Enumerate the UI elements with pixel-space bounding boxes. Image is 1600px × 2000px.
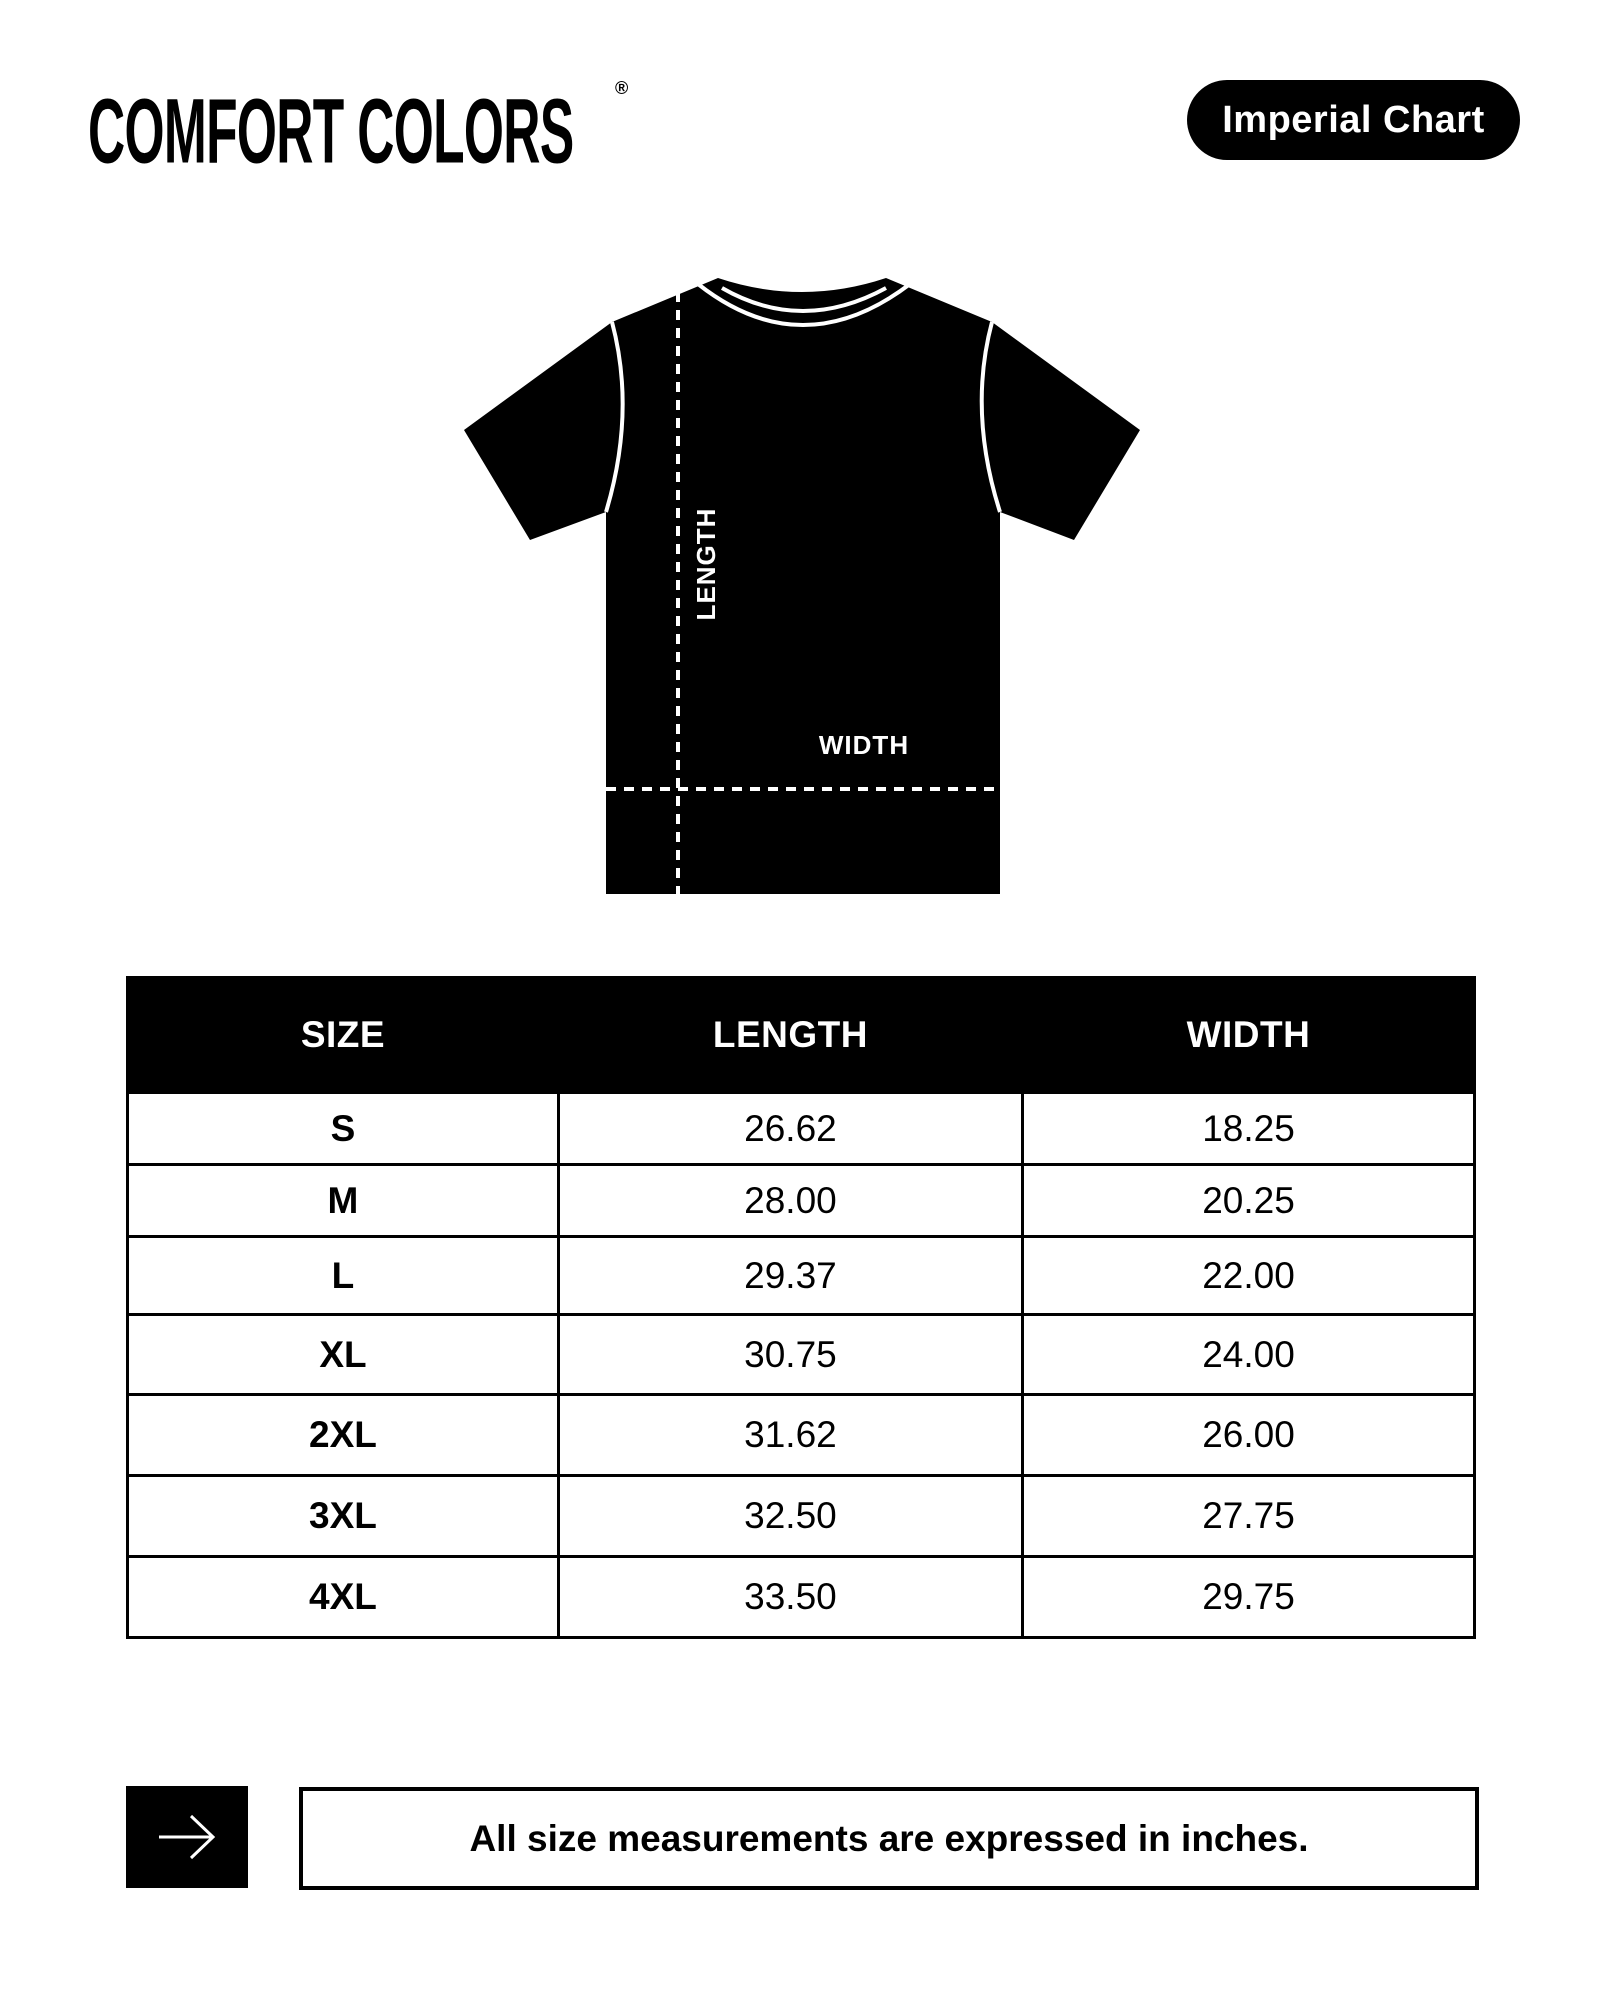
size-cell: 2XL	[128, 1395, 559, 1476]
size-cell: M	[128, 1165, 559, 1237]
tshirt-icon	[440, 262, 1160, 912]
arrow-right-icon	[155, 1812, 219, 1862]
header-size: SIZE	[128, 978, 559, 1093]
table-row	[128, 1557, 1475, 1638]
length-cell: 26.62	[558, 1093, 1022, 1165]
width-label: WIDTH	[818, 730, 910, 760]
header-width: WIDTH	[1022, 978, 1474, 1093]
length-cell: 32.50	[558, 1476, 1022, 1557]
width-cell: 29.75	[1022, 1557, 1474, 1638]
size-cell: 3XL	[128, 1476, 559, 1557]
chart-type-badge: Imperial Chart	[1187, 80, 1520, 160]
table-row	[128, 1315, 1475, 1395]
registered-mark: ®	[615, 78, 629, 98]
width-cell: 26.00	[1022, 1395, 1474, 1476]
size-cell: L	[128, 1237, 559, 1315]
table-row	[128, 1395, 1475, 1476]
table-row	[128, 1093, 1475, 1165]
arrow-badge	[126, 1786, 248, 1888]
tshirt-diagram	[440, 262, 1160, 912]
length-cell: 29.37	[558, 1237, 1022, 1315]
tshirt-silhouette	[464, 278, 1140, 894]
width-cell: 20.25	[1022, 1165, 1474, 1237]
table-row	[128, 1165, 1475, 1237]
width-cell: 27.75	[1022, 1476, 1474, 1557]
width-cell: 18.25	[1022, 1093, 1474, 1165]
table-header-row	[128, 978, 1475, 1093]
length-cell: 31.62	[558, 1395, 1022, 1476]
length-cell: 28.00	[558, 1165, 1022, 1237]
width-cell: 24.00	[1022, 1315, 1474, 1395]
length-cell: 30.75	[558, 1315, 1022, 1395]
size-chart-table	[126, 976, 1476, 1639]
size-cell: XL	[128, 1315, 559, 1395]
table-row	[128, 1476, 1475, 1557]
brand-name: COMFORT COLORS	[88, 78, 574, 183]
length-cell: 33.50	[558, 1557, 1022, 1638]
units-note: All size measurements are expressed in inches.	[299, 1787, 1479, 1890]
size-cell: 4XL	[128, 1557, 559, 1638]
length-label: LENGTH	[691, 507, 721, 621]
header-length: LENGTH	[558, 978, 1022, 1093]
brand-logo	[88, 74, 824, 183]
width-cell: 22.00	[1022, 1237, 1474, 1315]
size-cell: S	[128, 1093, 559, 1165]
table-row	[128, 1237, 1475, 1315]
